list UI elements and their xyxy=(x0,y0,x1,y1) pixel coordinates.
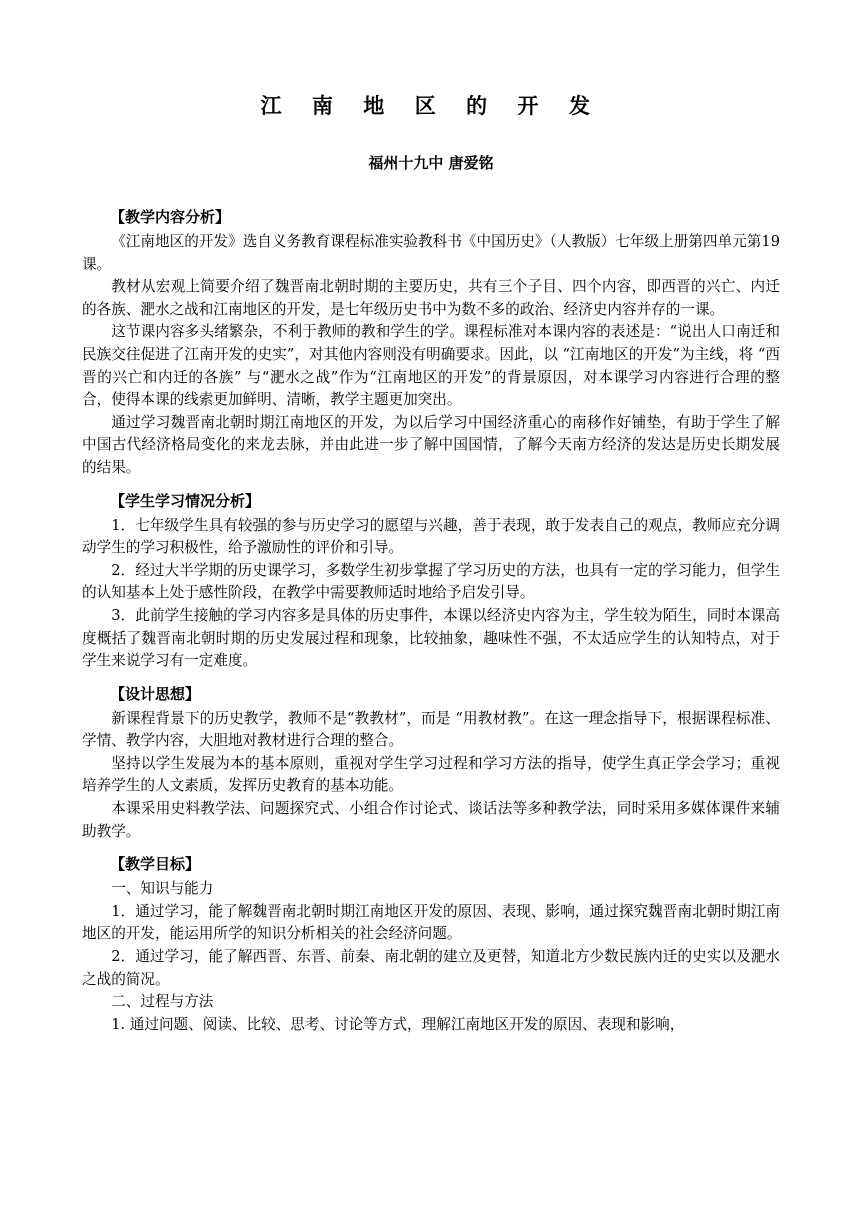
paragraph: 2．通过学习，能了解西晋、东晋、前秦、南北朝的建立及更替，知道北方少数民族内迁的史实以及淝水之战的简况。 xyxy=(82,948,780,988)
document-page xyxy=(82,90,780,1036)
paragraph: 3．此前学生接触的学习内容多是具体的历史事件，本课以经济史内容为主，学生较为陌生，同时本课高度概括了魏晋南北朝时期的历史发展过程和现象，比较抽象，趣味性不强，不太适应学生的认知特点，对于学生来说学习有一定难度。 xyxy=(82,606,780,670)
paragraph: 教材从宏观上简要介绍了魏晋南北朝时期的主要历史，共有三个子目、四个内容，即西晋的兴亡、内迁的各族、淝水之战和江南地区的开发，是七年级历史书中为数不多的政治、经济史内容并存的一课。 xyxy=(82,278,780,318)
paragraph: 二、过程与方法 xyxy=(111,993,214,1011)
paragraph: 坚持以学生发展为本的基本原则，重视对学生学习过程和学习方法的指导，使学生真正学会学习；重视培养学生的人文素质，发挥历史教育的基本功能。 xyxy=(82,754,780,795)
paragraph: 通过学习魏晋南北朝时期江南地区的开发，为以后学习中国经济重心的南移作好铺垫，有助于学生了解中国古代经济格局变化的来龙去脉，并由此进一步了解中国国情，了解今天南方经济的发达是历史长期发展的结果。 xyxy=(82,413,780,476)
paragraph: 1. 通过问题、阅读、比较、思考、讨论等方式，理解江南地区开发的原因、表现和影响， xyxy=(111,1015,685,1033)
paragraph: 《江南地区的开发》选自义务教育课程标准实验教科书《中国历史》（人教版）七年级上册第四单元第19课。 xyxy=(82,233,780,273)
author-line: 福州十九中 唐爱铭 xyxy=(368,154,494,172)
paragraph: 本课采用史料教学法、问题探究式、小组合作讨论式、谈话法等多种教学法，同时采用多媒体课件来辅助教学。 xyxy=(82,800,780,840)
document-title: 江 南 地 区 的 开 发 xyxy=(260,94,602,118)
section-heading-design-idea: 【设计思想】 xyxy=(110,684,201,703)
paragraph: 2．经过大半学期的历史课学习，多数学生初步掌握了学习历史的方法，也具有一定的学习能力，但学生的认知基本上处于感性阶段，在教学中需要教师适时地给予启发引导。 xyxy=(82,561,780,602)
paragraph: 1．通过学习，能了解魏晋南北朝时期江南地区开发的原因、表现、影响，通过探究魏晋南北朝时期江南地区的开发，能运用所学的知识分析相关的社会经济问题。 xyxy=(82,902,780,943)
paragraph: 一、知识与能力 xyxy=(111,880,214,898)
paragraph: 新课程背景下的历史教学，教师不是“教教材”，而是 “用教材教”。在这一理念指导下，根据课程标准、学情、教学内容，大胆地对教材进行合理的整合。 xyxy=(82,709,780,750)
section-heading-content-analysis: 【教学内容分析】 xyxy=(110,208,231,226)
section-heading-student-analysis: 【学生学习情况分析】 xyxy=(110,491,261,510)
paragraph: 这节课内容多头绪繁杂，不利于教师的教和学生的学。课程标准对本课内容的表述是：“说出人口南迁和民族交往促进了江南开发的史实”，对其他内容则没有明确要求。因此，以 “江南地区的开发”为主线，将 “西晋的兴亡和内迁的各族” 与“淝水之战”作为“江南地区的开发”的背景原因，对本课学习内容进行合理的整合，使得本课的线索更加鲜明、清晰，教学主题更加突出。 xyxy=(82,323,780,409)
paragraph: 1．七年级学生具有较强的参与历史学习的愿望与兴趣，善于表现，敢于发表自己的观点，教师应充分调动学生的学习积极性，给予激励性的评价和引导。 xyxy=(82,516,780,557)
section-heading-teaching-goals: 【教学目标】 xyxy=(110,855,201,874)
